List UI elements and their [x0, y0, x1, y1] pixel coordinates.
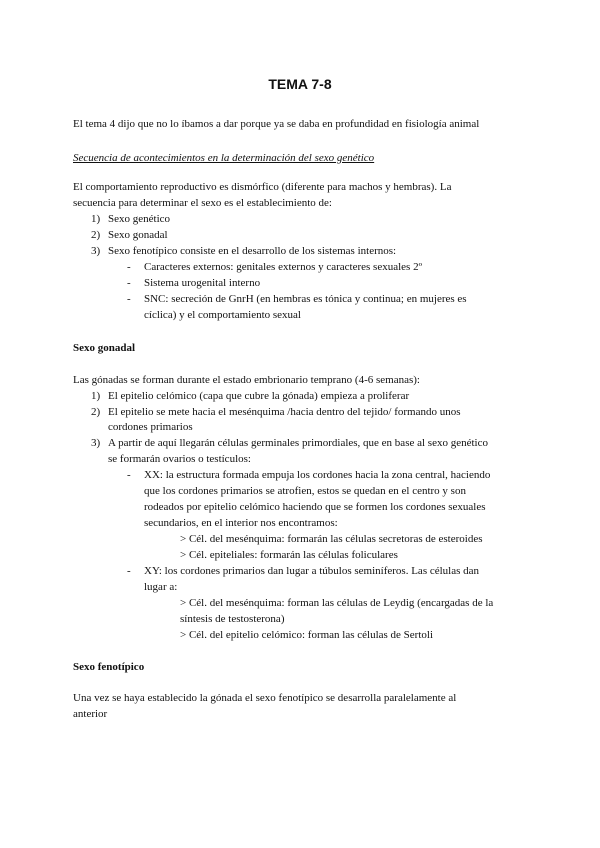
list-item: Sexo gonadal: [108, 229, 168, 241]
list-number: 1): [91, 390, 101, 402]
list-number: 3): [91, 245, 101, 257]
list-number: 2): [91, 229, 101, 241]
section-heading-sexo-gonadal: Sexo gonadal: [73, 342, 136, 354]
sublist-item: SNC: secreción de GnrH (en hembras es tónica y continua; en mujeres es: [144, 293, 467, 305]
list-number: 3): [91, 437, 101, 449]
list-item-continuation: cordones primarios: [108, 421, 193, 433]
sublist-item: XY: los cordones primarios dan lugar a túbulos seminíferos. Las células dan: [144, 565, 480, 577]
list-number: 2): [91, 406, 101, 418]
list-item-continuation: se formarán ovarios o testículos:: [108, 453, 251, 465]
paragraph-line: secuencia para determinar el sexo es el establecimiento de:: [73, 197, 332, 209]
sublist-item-continuation: que los cordones primarios se atrofien, estos se quedan en el centro y son: [144, 485, 466, 497]
list-item: El epitelio celómico (capa que cubre la gónada) empieza a proliferar: [108, 390, 410, 402]
paragraph-line: anterior: [73, 708, 108, 720]
nested-item-continuation: síntesis de testosterona): [180, 613, 285, 625]
intro-paragraph: El tema 4 dijo que no lo íbamos a dar porque ya se daba en profundidad en fisiología animal: [73, 118, 480, 130]
paragraph-line: Las gónadas se forman durante el estado embrionario temprano (4-6 semanas):: [73, 374, 420, 386]
sublist-dash: -: [127, 469, 131, 481]
sublist-item-continuation: rodeados por epitelio celómico haciendo que se formen los cordones sexuales: [144, 501, 486, 513]
section-heading-sexo-fenotipico: Sexo fenotípico: [73, 661, 145, 673]
list-item: El epitelio se mete hacia el mesénquima /hacia dentro del tejido/ formando unos: [108, 406, 461, 418]
paragraph-line: Una vez se haya establecido la gónada el sexo fenotípico se desarrolla paralelamente al: [73, 692, 457, 704]
sublist-item-continuation: lugar a:: [144, 581, 178, 593]
sublist-dash: -: [127, 293, 131, 305]
sublist-dash: -: [127, 261, 131, 273]
sublist-item: XX: la estructura formada empuja los cordones hacia la zona central, haciendo: [144, 469, 491, 481]
sublist-item-continuation: secundarios, en el interior nos encontramos:: [144, 517, 338, 529]
list-item: A partir de aquí llegarán células germinales primordiales, que en base al sexo genético: [108, 437, 488, 449]
list-number: 1): [91, 213, 101, 225]
nested-item: > Cél. epiteliales: formarán las células foliculares: [180, 549, 398, 561]
sublist-dash: -: [127, 277, 131, 289]
list-item: Sexo genético: [108, 213, 171, 225]
nested-item: > Cél. del mesénquima: formarán las células secretoras de esteroides: [180, 533, 483, 545]
paragraph-line: El comportamiento reproductivo es dismórfico (diferente para machos y hembras). La: [73, 181, 452, 193]
sublist-dash: -: [127, 565, 131, 577]
sublist-item: Caracteres externos: genitales externos y caracteres sexuales 2º: [144, 261, 422, 273]
list-item: Sexo fenotípico consiste en el desarrollo de los sistemas internos:: [108, 245, 397, 257]
nested-item: > Cél. del mesénquima: forman las células de Leydig (encargadas de la: [180, 597, 494, 609]
page-title: TEMA 7-8: [268, 76, 332, 92]
sublist-item-continuation: cíclica) y el comportamiento sexual: [144, 309, 301, 321]
sublist-item: Sistema urogenital interno: [144, 277, 261, 289]
nested-item: > Cél. del epitelio celómico: forman las células de Sertoli: [180, 629, 434, 641]
section-heading-secuencia: Secuencia de acontecimientos en la determinación del sexo genético: [73, 152, 375, 164]
